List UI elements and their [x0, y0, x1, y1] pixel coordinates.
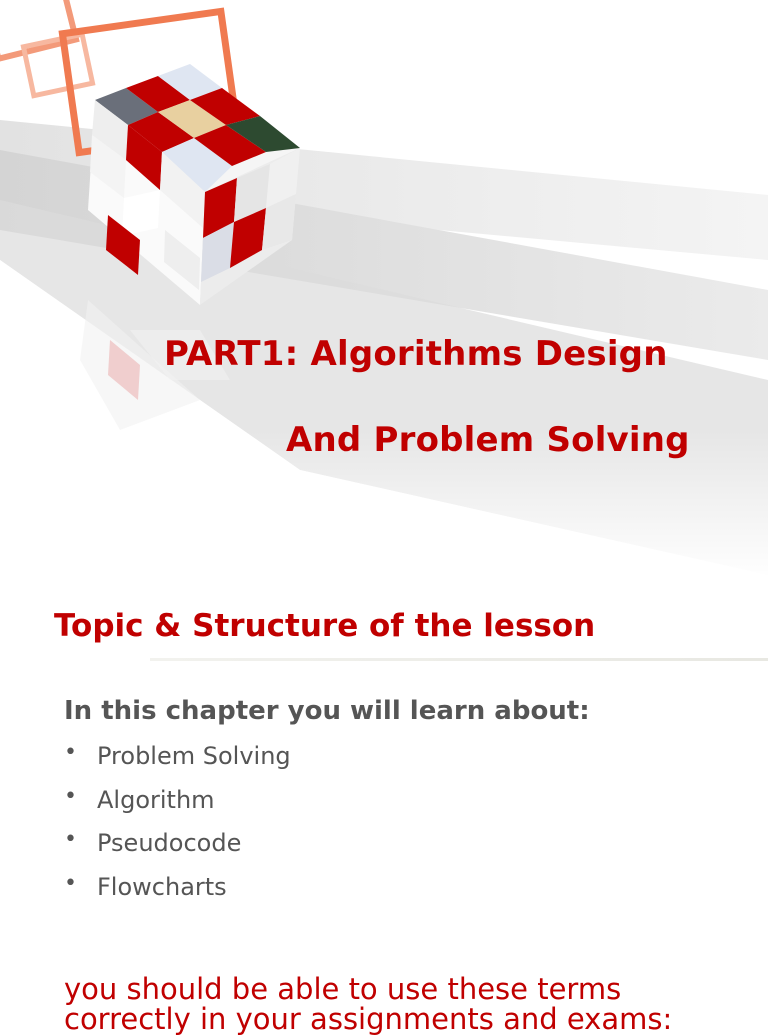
- bullet-icon: •: [64, 827, 77, 852]
- bullet-icon: •: [64, 870, 77, 896]
- heading-divider: [150, 658, 768, 661]
- slide-title-line-2: And Problem Solving: [286, 420, 690, 460]
- list-item-label: Flowcharts: [97, 872, 227, 901]
- section-heading: Topic & Structure of the lesson: [54, 608, 596, 644]
- list-item-label: Algorithm: [97, 785, 215, 814]
- bullet-icon: •: [64, 740, 77, 765]
- content-slide: [0, 580, 768, 1036]
- intro-text: In this chapter you will learn about:: [64, 696, 590, 726]
- closing-text: [64, 974, 764, 1034]
- list-item-label: Problem Solving: [97, 742, 291, 770]
- closing-line-1: you should be able to use these terms: [64, 972, 622, 1006]
- list-item-label: Pseudocode: [97, 829, 242, 857]
- closing-line-2: correctly in your assignments and exams:: [64, 1002, 673, 1036]
- bullet-icon: •: [64, 783, 77, 809]
- slide-title-line-1: PART1: Algorithms Design: [164, 334, 668, 374]
